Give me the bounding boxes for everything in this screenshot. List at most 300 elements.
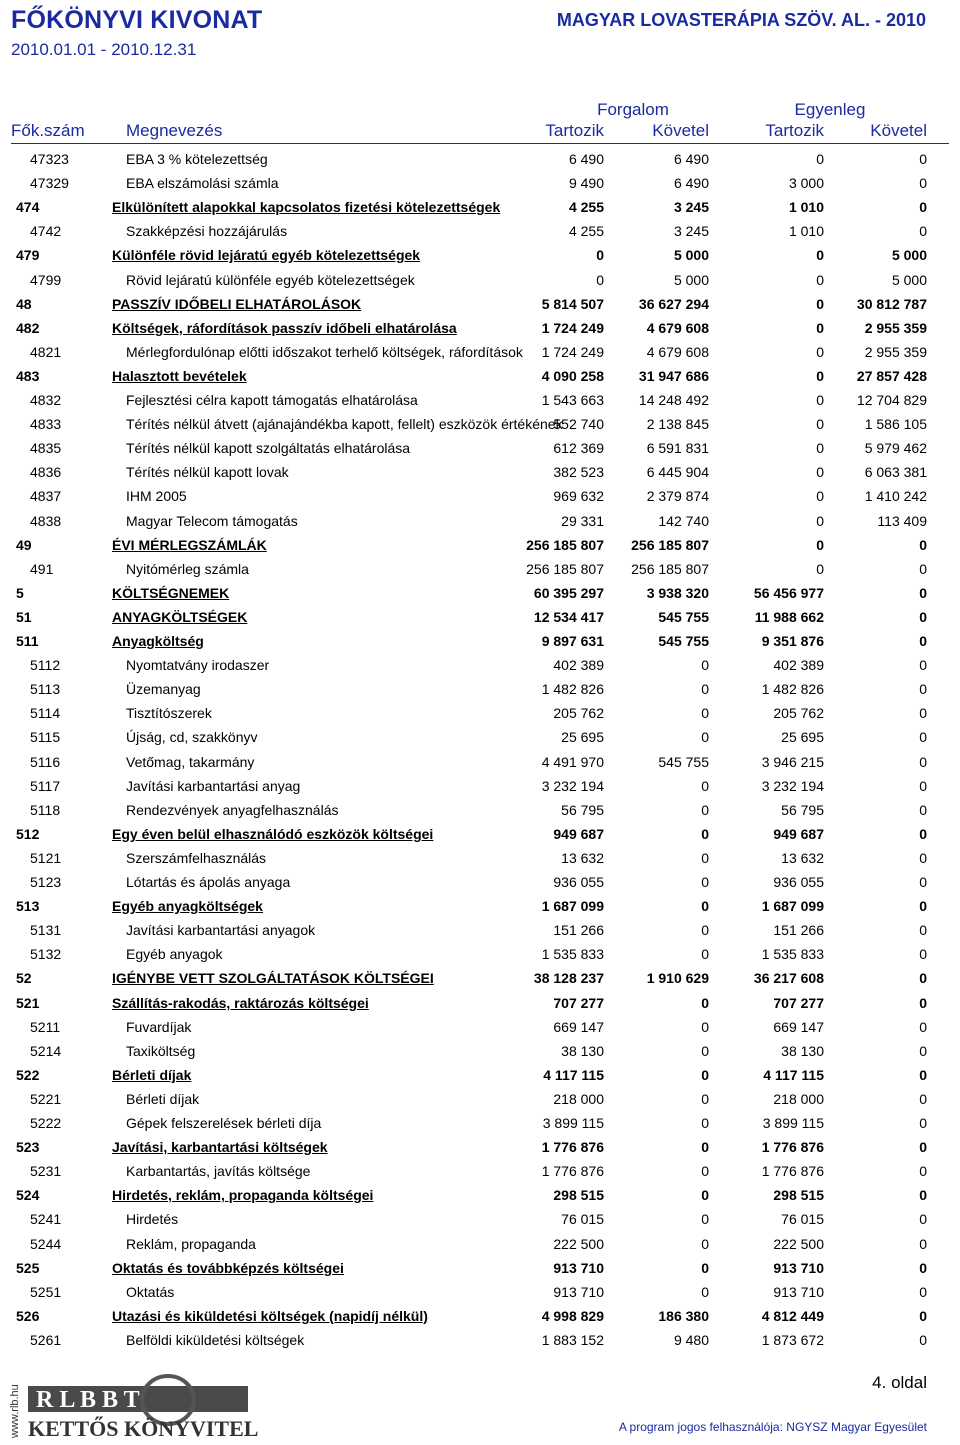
egyenleg-kovetel: 113 409	[877, 513, 927, 529]
egyenleg-kovetel: 0	[919, 1019, 927, 1035]
forgalom-kovetel: 9 480	[673, 1332, 709, 1348]
egyenleg-kovetel: 0	[919, 946, 927, 962]
egyenleg-tartozik: 1 776 876	[761, 1163, 824, 1179]
egyenleg-kovetel: 0	[919, 922, 927, 938]
account-code: 5231	[30, 1163, 62, 1179]
account-name: EBA 3 % kötelezettség	[126, 151, 268, 167]
forgalom-kovetel: 6 490	[673, 151, 709, 167]
account-name: Térítés nélkül átvett (ajánajándékba kapott, fellelt) eszközök értékének	[126, 416, 563, 432]
account-code: 5241	[30, 1211, 62, 1227]
account-code: 4838	[30, 513, 62, 529]
table-row	[0, 413, 960, 435]
account-code: 5222	[30, 1115, 62, 1131]
egyenleg-kovetel: 0	[919, 1260, 927, 1276]
account-name: Javítási, karbantartási költségek	[112, 1139, 328, 1155]
account-name: Bérleti díjak	[112, 1067, 192, 1083]
account-code: 5121	[30, 850, 62, 866]
egyenleg-tartozik: 13 632	[781, 850, 824, 866]
table-row	[0, 510, 960, 532]
egyenleg-kovetel: 0	[919, 561, 927, 577]
forgalom-kovetel: 6 591 831	[646, 440, 709, 456]
account-code: 5261	[30, 1332, 62, 1348]
egyenleg-tartozik: 3 946 215	[761, 754, 824, 770]
account-name: Vetőmag, takarmány	[126, 754, 255, 770]
egyenleg-tartozik: 0	[816, 416, 824, 432]
egyenleg-kovetel: 0	[919, 995, 927, 1011]
table-row	[0, 1305, 960, 1327]
egyenleg-kovetel: 27 857 428	[856, 368, 927, 384]
forgalom-kovetel: 0	[701, 946, 709, 962]
egyenleg-tartozik: 0	[816, 488, 824, 504]
account-name: Gépek felszerelések bérleti díja	[126, 1115, 322, 1131]
table-row	[0, 678, 960, 700]
egyenleg-tartozik: 36 217 608	[753, 970, 824, 986]
account-name: Rendezvények anyagfelhasználás	[126, 802, 339, 818]
table-row	[0, 1040, 960, 1062]
forgalom-tartozik: 1 482 826	[541, 681, 604, 697]
account-code: 5113	[30, 681, 61, 697]
forgalom-tartozik: 1 543 663	[541, 392, 604, 408]
egyenleg-tartozik: 0	[816, 392, 824, 408]
forgalom-tartozik: 13 632	[561, 850, 604, 866]
table-row	[0, 654, 960, 676]
forgalom-tartozik: 12 534 417	[533, 609, 604, 625]
account-code: 4836	[30, 464, 62, 480]
forgalom-kovetel: 0	[701, 1187, 709, 1203]
table-row	[0, 799, 960, 821]
egyenleg-tartozik: 0	[816, 320, 824, 336]
egyenleg-kovetel: 5 979 462	[864, 440, 927, 456]
egyenleg-tartozik: 669 147	[773, 1019, 824, 1035]
account-code: 5123	[30, 874, 62, 890]
account-code: 491	[30, 561, 54, 577]
account-code: 479	[16, 247, 40, 263]
account-code: 4837	[30, 488, 62, 504]
account-name: Hirdetés	[126, 1211, 179, 1227]
column-header-tartozik-egyenleg: Tartozik	[765, 121, 824, 140]
egyenleg-tartozik: 4 117 115	[763, 1067, 824, 1083]
account-code: 4832	[30, 392, 62, 408]
egyenleg-tartozik: 0	[816, 537, 824, 553]
account-code: 52	[16, 970, 32, 986]
forgalom-kovetel: 0	[701, 1115, 709, 1131]
account-code: 511	[16, 633, 39, 649]
account-name: Különféle rövid lejáratú egyéb kötelezettségek	[112, 247, 421, 263]
egyenleg-tartozik: 0	[816, 344, 824, 360]
egyenleg-tartozik: 1 873 672	[761, 1332, 824, 1348]
forgalom-tartozik: 913 710	[553, 1284, 604, 1300]
forgalom-tartozik: 25 695	[561, 729, 604, 745]
account-code: 5116	[30, 754, 61, 770]
account-name: Magyar Telecom támogatás	[126, 513, 298, 529]
account-name: Szállítás-rakodás, raktározás költségei	[112, 995, 369, 1011]
forgalom-tartozik: 205 762	[553, 705, 604, 721]
table-row	[0, 943, 960, 965]
account-code: 512	[16, 826, 40, 842]
forgalom-tartozik: 1 687 099	[541, 898, 604, 914]
egyenleg-tartozik: 38 130	[781, 1043, 824, 1059]
account-name: Rövid lejáratú különféle egyéb kötelezettségek	[126, 272, 415, 288]
table-row	[0, 196, 960, 218]
account-code: 4833	[30, 416, 62, 432]
egyenleg-kovetel: 0	[919, 1163, 927, 1179]
account-name: Javítási karbantartási anyag	[126, 778, 301, 794]
account-name: Fejlesztési célra kapott támogatás elhatárolása	[126, 392, 418, 408]
table-row	[0, 702, 960, 724]
egyenleg-tartozik: 1 010	[788, 199, 824, 215]
rlb-kettos-konyvitel-logo	[28, 1372, 318, 1442]
forgalom-kovetel: 0	[701, 1284, 709, 1300]
forgalom-kovetel: 545 755	[658, 754, 709, 770]
forgalom-tartozik: 38 130	[561, 1043, 604, 1059]
egyenleg-tartozik: 9 351 876	[761, 633, 824, 649]
account-name: IHM 2005	[126, 488, 187, 504]
forgalom-tartozik: 9 490	[568, 175, 604, 191]
egyenleg-kovetel: 6 063 381	[864, 464, 927, 480]
column-header-code: Fők.szám	[11, 121, 85, 140]
forgalom-kovetel: 142 740	[658, 513, 709, 529]
egyenleg-tartozik: 0	[816, 272, 824, 288]
forgalom-kovetel: 545 755	[658, 609, 709, 625]
account-name: Halasztott bevételek	[112, 368, 247, 384]
forgalom-kovetel: 256 185 807	[631, 561, 709, 577]
table-row	[0, 751, 960, 773]
forgalom-kovetel: 0	[701, 1163, 709, 1179]
forgalom-kovetel: 0	[701, 1019, 709, 1035]
egyenleg-kovetel: 0	[919, 175, 927, 191]
egyenleg-tartozik: 0	[816, 368, 824, 384]
account-name: KÖLTSÉGNEMEK	[112, 585, 230, 601]
account-code: 525	[16, 1260, 40, 1276]
table-row	[0, 365, 960, 387]
egyenleg-kovetel: 2 955 359	[864, 344, 927, 360]
account-code: 526	[16, 1308, 40, 1324]
forgalom-kovetel: 0	[701, 1260, 709, 1276]
egyenleg-kovetel: 0	[919, 1211, 927, 1227]
forgalom-kovetel: 545 755	[658, 633, 709, 649]
egyenleg-tartozik: 222 500	[773, 1236, 824, 1252]
account-name: Térítés nélkül kapott szolgáltatás elhatárolása	[126, 440, 411, 456]
forgalom-kovetel: 0	[701, 729, 709, 745]
egyenleg-kovetel: 0	[919, 850, 927, 866]
account-name: Újság, cd, szakkönyv	[126, 729, 258, 745]
egyenleg-tartozik: 913 710	[773, 1260, 824, 1276]
egyenleg-kovetel: 0	[919, 1043, 927, 1059]
account-name: Szakképzési hozzájárulás	[126, 223, 288, 239]
account-code: 474	[16, 199, 40, 215]
account-name: Üzemanyag	[126, 681, 201, 697]
table-row	[0, 1257, 960, 1279]
forgalom-kovetel: 0	[701, 826, 709, 842]
account-code: 5114	[30, 705, 61, 721]
egyenleg-tartozik: 1 482 826	[761, 681, 824, 697]
table-row	[0, 534, 960, 556]
account-code: 483	[16, 368, 40, 384]
egyenleg-kovetel: 0	[919, 754, 927, 770]
forgalom-kovetel: 0	[701, 1067, 709, 1083]
account-code: 4835	[30, 440, 62, 456]
forgalom-kovetel: 0	[701, 874, 709, 890]
egyenleg-kovetel: 5 000	[891, 272, 927, 288]
forgalom-tartozik: 1 535 833	[541, 946, 604, 962]
egyenleg-tartozik: 25 695	[781, 729, 824, 745]
table-row	[0, 630, 960, 652]
forgalom-tartozik: 298 515	[553, 1187, 604, 1203]
forgalom-kovetel: 256 185 807	[631, 537, 709, 553]
forgalom-tartozik: 913 710	[553, 1260, 604, 1276]
table-row	[0, 558, 960, 580]
forgalom-kovetel: 3 938 320	[646, 585, 709, 601]
table-row	[0, 1184, 960, 1206]
account-name: Tisztítószerek	[126, 705, 212, 721]
table-row	[0, 775, 960, 797]
forgalom-tartozik: 218 000	[553, 1091, 604, 1107]
account-name: Hirdetés, reklám, propaganda költségei	[112, 1187, 374, 1203]
organization-name: MAGYAR LOVASTERÁPIA SZÖV. AL. - 2010	[556, 10, 926, 30]
account-name: PASSZÍV IDŐBELI ELHATÁROLÁSOK	[112, 296, 362, 312]
account-name: Egyéb anyagok	[126, 946, 223, 962]
forgalom-tartozik: 1 724 249	[541, 320, 604, 336]
account-code: 5221	[30, 1091, 62, 1107]
forgalom-kovetel: 0	[701, 778, 709, 794]
account-name: Bérleti díjak	[126, 1091, 200, 1107]
egyenleg-tartozik: 0	[816, 151, 824, 167]
forgalom-tartozik: 936 055	[553, 874, 604, 890]
table-row	[0, 317, 960, 339]
table-row	[0, 1208, 960, 1230]
account-name: Költségek, ráfordítások passzív időbeli elhatárolása	[112, 320, 457, 336]
egyenleg-kovetel: 0	[919, 633, 927, 649]
forgalom-tartozik: 38 128 237	[533, 970, 604, 986]
egyenleg-tartozik: 56 795	[781, 802, 824, 818]
forgalom-tartozik: 60 395 297	[533, 585, 604, 601]
account-code: 524	[16, 1187, 40, 1203]
table-row	[0, 437, 960, 459]
account-code: 523	[16, 1139, 40, 1155]
forgalom-tartozik: 151 266	[553, 922, 604, 938]
forgalom-kovetel: 36 627 294	[638, 296, 709, 312]
forgalom-kovetel: 31 947 686	[638, 368, 709, 384]
table-row	[0, 823, 960, 845]
forgalom-kovetel: 4 679 608	[646, 344, 709, 360]
account-code: 5	[16, 585, 24, 601]
forgalom-tartozik: 969 632	[553, 488, 604, 504]
account-name: Elkülönített alapokkal kapcsolatos fizetési kötelezettségek	[112, 199, 501, 215]
forgalom-kovetel: 186 380	[658, 1308, 709, 1324]
forgalom-tartozik: 9 897 631	[541, 633, 604, 649]
table-row	[0, 1281, 960, 1303]
forgalom-tartozik: 1 776 876	[541, 1139, 604, 1155]
account-name: Nyitómérleg számla	[126, 561, 249, 577]
egyenleg-tartozik: 151 266	[773, 922, 824, 938]
account-name: Mérlegfordulónap előtti időszakot terhelő költségek, ráfordítások	[126, 344, 523, 360]
account-name: Oktatás	[126, 1284, 175, 1300]
table-row	[0, 389, 960, 411]
account-name: Fuvardíjak	[126, 1019, 192, 1035]
account-code: 47323	[30, 151, 69, 167]
forgalom-kovetel: 0	[701, 1139, 709, 1155]
column-header-name: Megnevezés	[126, 121, 223, 140]
forgalom-kovetel: 0	[701, 898, 709, 914]
forgalom-kovetel: 4 679 608	[646, 320, 709, 336]
forgalom-tartozik: 382 523	[553, 464, 604, 480]
egyenleg-kovetel: 0	[919, 681, 927, 697]
egyenleg-tartozik: 936 055	[773, 874, 824, 890]
table-row	[0, 1088, 960, 1110]
egyenleg-tartozik: 11 988 662	[754, 609, 824, 625]
table-row	[0, 461, 960, 483]
egyenleg-kovetel: 0	[919, 223, 927, 239]
table-row	[0, 992, 960, 1014]
account-name: ÉVI MÉRLEGSZÁMLÁK	[112, 537, 267, 553]
header-rule	[11, 143, 949, 144]
egyenleg-tartozik: 1 535 833	[761, 946, 824, 962]
account-name: Belföldi kiküldetési költségek	[126, 1332, 305, 1348]
forgalom-tartozik: 256 185 807	[526, 561, 604, 577]
forgalom-kovetel: 6 445 904	[646, 464, 709, 480]
account-code: 5112	[30, 657, 61, 673]
forgalom-kovetel: 14 248 492	[638, 392, 709, 408]
egyenleg-tartozik: 56 456 977	[753, 585, 824, 601]
account-code: 521	[16, 995, 40, 1011]
forgalom-kovetel: 6 490	[673, 175, 709, 191]
table-row	[0, 895, 960, 917]
account-name: Oktatás és továbbképzés költségei	[112, 1260, 344, 1276]
account-code: 5244	[30, 1236, 62, 1252]
egyenleg-tartozik: 949 687	[773, 826, 824, 842]
table-row	[0, 919, 960, 941]
forgalom-tartozik: 949 687	[553, 826, 604, 842]
egyenleg-tartozik: 205 762	[773, 705, 824, 721]
forgalom-tartozik: 4 255	[568, 223, 604, 239]
egyenleg-tartozik: 0	[816, 440, 824, 456]
egyenleg-kovetel: 0	[919, 826, 927, 842]
account-code: 482	[16, 320, 40, 336]
forgalom-kovetel: 0	[701, 922, 709, 938]
forgalom-kovetel: 0	[701, 995, 709, 1011]
forgalom-tartozik: 76 015	[561, 1211, 604, 1227]
egyenleg-kovetel: 0	[919, 1284, 927, 1300]
egyenleg-kovetel: 0	[919, 151, 927, 167]
account-code: 5117	[30, 778, 61, 794]
account-name: IGÉNYBE VETT SZOLGÁLTATÁSOK KÖLTSÉGEI	[112, 970, 434, 986]
forgalom-tartozik: 3 899 115	[542, 1115, 604, 1131]
egyenleg-kovetel: 0	[919, 1187, 927, 1203]
table-row	[0, 582, 960, 604]
account-code: 522	[16, 1067, 40, 1083]
egyenleg-tartozik: 3 232 194	[761, 778, 824, 794]
egyenleg-kovetel: 0	[919, 802, 927, 818]
egyenleg-tartozik: 1 010	[788, 223, 824, 239]
forgalom-tartozik: 612 369	[553, 440, 604, 456]
egyenleg-tartozik: 3 000	[788, 175, 824, 191]
forgalom-kovetel: 0	[701, 705, 709, 721]
table-row	[0, 967, 960, 989]
forgalom-tartozik: 4 117 115	[543, 1067, 604, 1083]
egyenleg-tartozik: 1 687 099	[761, 898, 824, 914]
egyenleg-tartozik: 402 389	[773, 657, 824, 673]
egyenleg-kovetel: 0	[919, 898, 927, 914]
column-header-kovetel-forgalom: Követel	[652, 121, 709, 140]
forgalom-tartozik: 0	[596, 247, 604, 263]
egyenleg-tartozik: 0	[816, 513, 824, 529]
account-name: Nyomtatvány irodaszer	[126, 657, 270, 673]
egyenleg-tartozik: 76 015	[781, 1211, 824, 1227]
account-name: Utazási és kiküldetési költségek (napidíj nélkül)	[112, 1308, 428, 1324]
forgalom-tartozik: 1 776 876	[541, 1163, 604, 1179]
forgalom-tartozik: 4 998 829	[541, 1308, 604, 1324]
account-code: 5211	[30, 1019, 61, 1035]
account-name: Reklám, propaganda	[126, 1236, 256, 1252]
forgalom-tartozik: 6 490	[568, 151, 604, 167]
table-row	[0, 220, 960, 242]
forgalom-kovetel: 0	[701, 850, 709, 866]
egyenleg-tartozik: 218 000	[773, 1091, 824, 1107]
egyenleg-kovetel: 0	[919, 1332, 927, 1348]
table-row	[0, 1064, 960, 1086]
egyenleg-kovetel: 0	[919, 778, 927, 794]
forgalom-tartozik: 0	[596, 272, 604, 288]
egyenleg-kovetel: 0	[919, 1115, 927, 1131]
forgalom-kovetel: 3 245	[673, 223, 709, 239]
egyenleg-kovetel: 1 586 105	[864, 416, 927, 432]
egyenleg-kovetel: 1 410 242	[864, 488, 927, 504]
column-group-forgalom: Forgalom	[597, 100, 669, 119]
egyenleg-kovetel: 0	[919, 657, 927, 673]
column-header-tartozik-forgalom: Tartozik	[545, 121, 604, 140]
account-code: 51	[16, 609, 32, 625]
forgalom-tartozik: 669 147	[553, 1019, 604, 1035]
egyenleg-kovetel: 0	[919, 537, 927, 553]
egyenleg-kovetel: 0	[919, 585, 927, 601]
account-name: Karbantartás, javítás költsége	[126, 1163, 311, 1179]
table-row	[0, 269, 960, 291]
forgalom-tartozik: 1 724 249	[541, 344, 604, 360]
account-code: 513	[16, 898, 40, 914]
account-name: Térítés nélkül kapott lovak	[126, 464, 289, 480]
forgalom-kovetel: 5 000	[673, 247, 709, 263]
egyenleg-tartozik: 707 277	[773, 995, 824, 1011]
forgalom-tartozik: 4 090 258	[541, 368, 604, 384]
forgalom-tartozik: 5 814 507	[541, 296, 604, 312]
table-row	[0, 244, 960, 266]
account-code: 4821	[30, 344, 62, 360]
table-row	[0, 606, 960, 628]
egyenleg-tartozik: 0	[816, 561, 824, 577]
forgalom-tartozik: 707 277	[553, 995, 604, 1011]
account-name: Javítási karbantartási anyagok	[126, 922, 316, 938]
account-code: 4742	[30, 223, 62, 239]
egyenleg-kovetel: 0	[919, 1139, 927, 1155]
egyenleg-tartozik: 913 710	[773, 1284, 824, 1300]
table-row	[0, 1112, 960, 1134]
column-header-kovetel-egyenleg: Követel	[870, 121, 927, 140]
forgalom-kovetel: 0	[701, 657, 709, 673]
page-number: 4. oldal	[872, 1373, 927, 1392]
forgalom-kovetel: 0	[701, 1211, 709, 1227]
forgalom-tartozik: 29 331	[561, 513, 604, 529]
forgalom-kovetel: 0	[701, 1043, 709, 1059]
account-name: ANYAGKÖLTSÉGEK	[112, 609, 248, 625]
svg-text:www.rlb.hu: www.rlb.hu	[9, 1384, 21, 1438]
forgalom-tartozik: 1 883 152	[541, 1332, 604, 1348]
column-group-egyenleg: Egyenleg	[794, 100, 866, 119]
table-row	[0, 172, 960, 194]
egyenleg-kovetel: 0	[919, 1091, 927, 1107]
egyenleg-tartozik: 298 515	[773, 1187, 824, 1203]
forgalom-tartozik: 222 500	[553, 1236, 604, 1252]
egyenleg-kovetel: 0	[919, 1236, 927, 1252]
